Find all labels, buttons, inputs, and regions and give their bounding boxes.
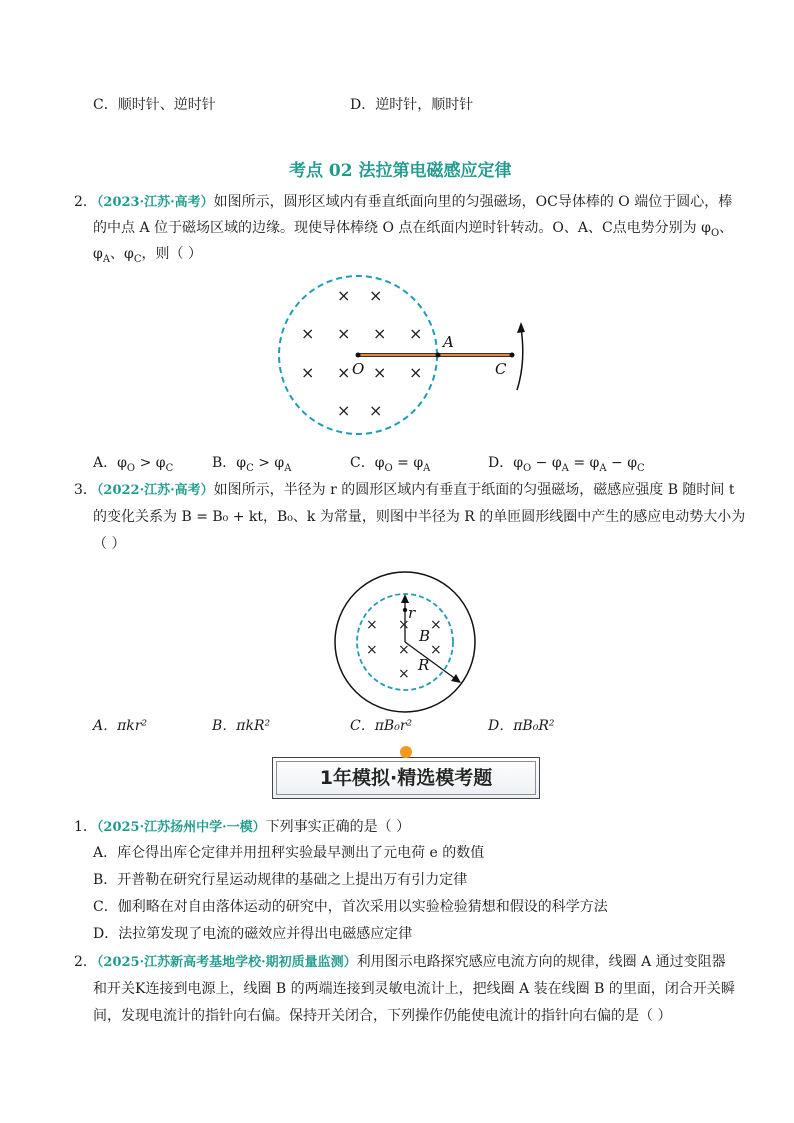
label-a: A	[443, 333, 454, 351]
q3-option-a: A．πkr²	[93, 718, 148, 734]
m1-option-c: C．伽利略在对自由落体运动的研究中，首次采用以实验检验猜想和假设的科学方法	[93, 899, 608, 915]
field-cross: ×	[373, 363, 387, 382]
field-cross: ×	[430, 617, 442, 633]
field-cross: ×	[369, 286, 383, 305]
question-text: 如图所示，圆形区域内有垂直纸面向里的匀强磁场，OC导体棒的 O 端位于圆心，棒	[213, 194, 733, 210]
question-source: （2023·江苏·高考）	[96, 195, 214, 210]
option-d: D．逆时针，顺时针	[350, 97, 474, 113]
q2-option-b: B．$\varphi_C > \varphi_A$	[212, 455, 292, 474]
field-cross: ×	[301, 324, 315, 343]
field-cross: ×	[398, 617, 410, 633]
field-cross: ×	[430, 642, 442, 658]
field-cross: ×	[409, 324, 423, 343]
label-c: C	[495, 360, 507, 378]
label-big-r: R	[418, 656, 430, 674]
question-3-text-line2: 的变化关系为 B = B₀ + kt，B₀、k 为常量，则图中半径为 R 的单匝圆形线圈中产生的感应电动势大小为	[93, 509, 746, 525]
q3-option-b: B．πkR²	[212, 718, 271, 734]
option-c: C．顺时针、逆时针	[93, 97, 216, 113]
field-cross: ×	[373, 324, 387, 343]
field-cross: ×	[366, 617, 378, 633]
q2-option-d: D．$\varphi_O - \varphi_A = \varphi_A - \varphi_C$	[488, 455, 645, 474]
field-cross: ×	[409, 363, 423, 382]
q2-option-c: C．$\varphi_O = \varphi_A$	[350, 455, 431, 474]
mock-question-2-line3: 间，发现电流计的指针向右偏。保持开关闭合，下列操作仍能使电流计的指针向右偏的是（ ）	[93, 1008, 672, 1024]
field-cross: ×	[337, 401, 351, 420]
field-cross: ×	[398, 642, 410, 658]
q2-option-a: A．$\varphi_O > \varphi_C$	[93, 455, 174, 474]
label-b: B	[419, 627, 431, 645]
section-title: 考点 02 法拉第电磁感应定律	[289, 161, 512, 181]
mock-question-2-line1: 2．（2025·江苏新高考基地学校·期初质量监测）利用图示电路探究感应电流方向的规律，线圈 A 通过变阻器	[74, 954, 726, 970]
question-number: 2．	[74, 194, 97, 210]
magnetic-field-rod-figure	[270, 270, 540, 470]
m1-option-a: A．库仑得出库仑定律并用扭秤实验最早测出了元电荷 e 的数值	[93, 845, 485, 861]
m1-option-b: B．开普勒在研究行星运动规律的基础之上提出万有引力定律	[93, 872, 468, 888]
field-cross: ×	[337, 363, 351, 382]
field-cross: ×	[366, 642, 378, 658]
field-cross: ×	[337, 286, 351, 305]
field-cross: ×	[337, 324, 351, 343]
question-2-text-line1	[74, 192, 732, 213]
question-2-text-line2: 的中点 A 位于磁场区域的边缘。现使导体棒绕 O 点在纸面内逆时针转动。O、A、C点电势分别为 $\varphi_O$、	[93, 220, 734, 239]
field-cross: ×	[398, 666, 410, 682]
question-3-text-line3: （ ）	[93, 536, 126, 552]
m1-option-d: D．法拉第发现了电流的磁效应并得出电磁感应定律	[93, 926, 413, 942]
mock-question-1-stem: 1．（2025·江苏扬州中学·一模）下列事实正确的是（ ）	[74, 819, 411, 835]
q3-option-d: D．πB₀R²	[488, 718, 555, 734]
question-2-text-line3: $\varphi_A$、$\varphi_C$，则（ ）	[93, 246, 202, 265]
label-o: O	[352, 360, 365, 378]
field-cross: ×	[301, 363, 315, 382]
label-r: r	[408, 604, 416, 622]
mock-question-2-line2: 和开关K连接到电源上，线圈 B 的两端连接到灵敏电流计上，把线圈 A 装在线圈 B 的里面，闭合开关瞬	[93, 981, 735, 997]
q3-option-c: C．πB₀r²	[350, 718, 413, 734]
field-cross: ×	[369, 401, 383, 420]
question-3-text-line1: 3．（2022·江苏·高考）如图所示，半径为 r 的圆形区域内有垂直于纸面的匀强磁场，磁感应强度 B 随时间 t	[74, 482, 735, 498]
coil-field-figure	[330, 570, 480, 715]
banner-title: 1年模拟·精选模考题	[319, 767, 493, 789]
